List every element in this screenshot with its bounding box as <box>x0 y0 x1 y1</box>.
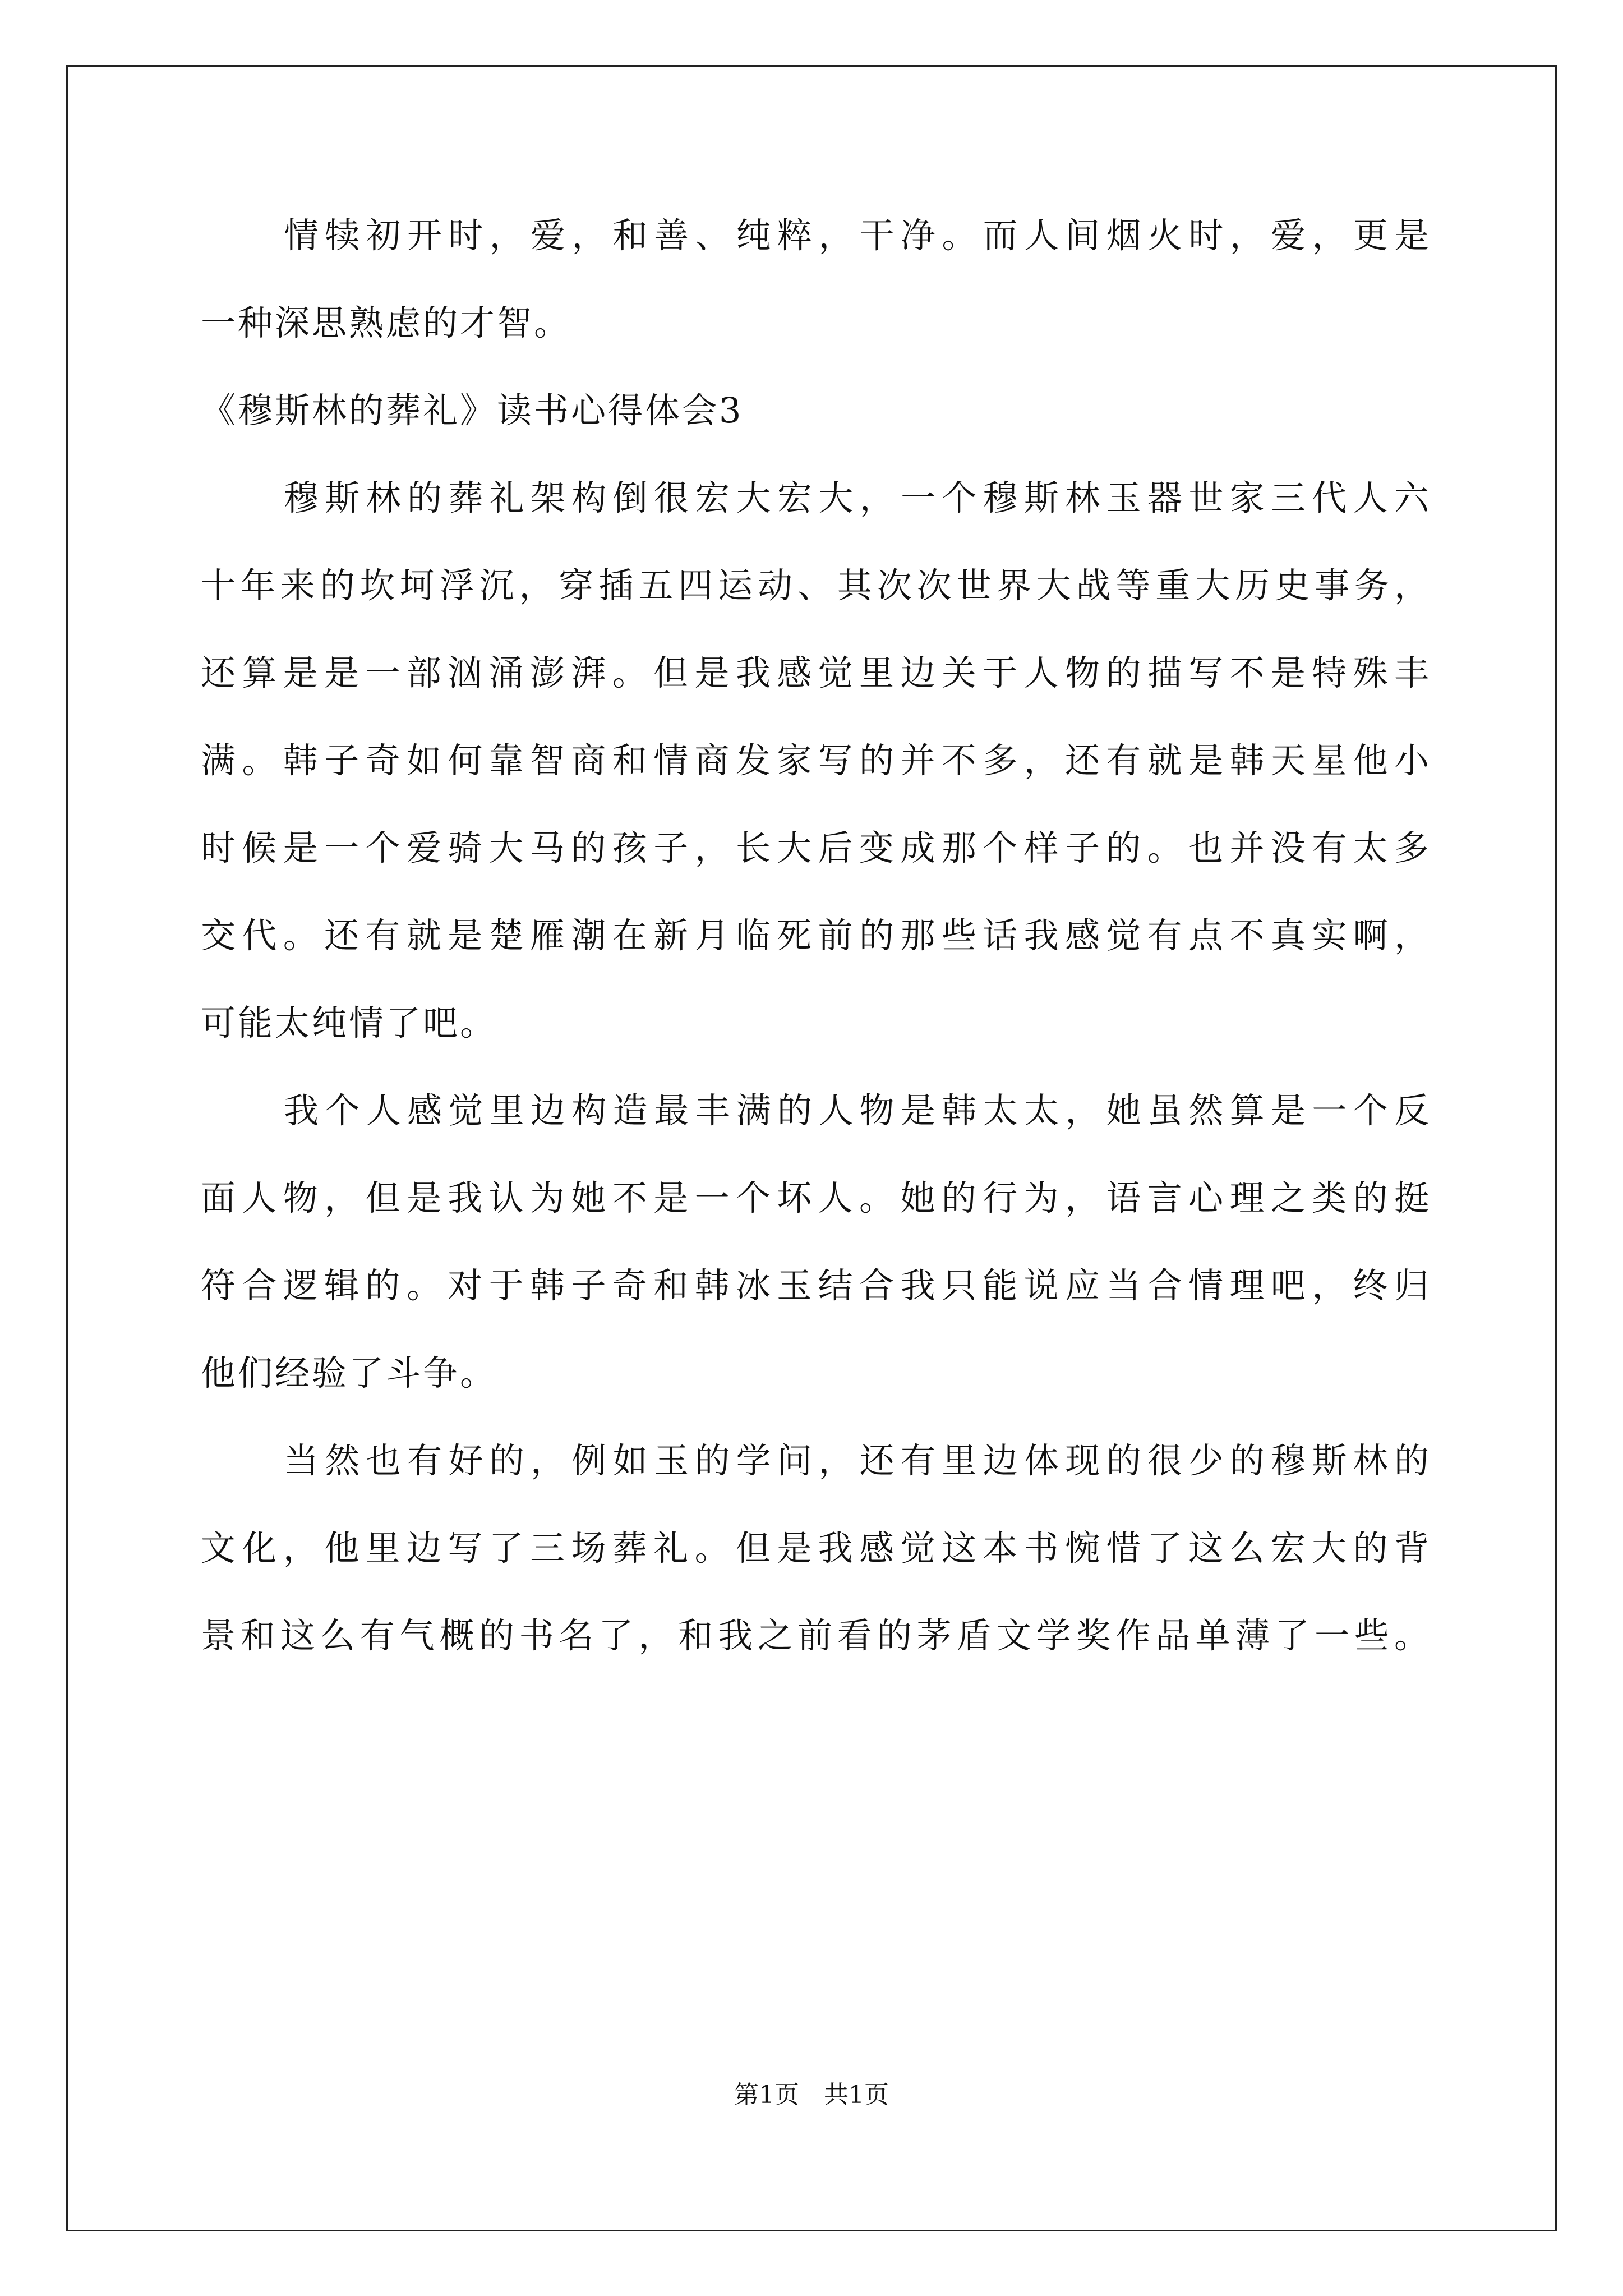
paragraph-line: 文化，他里边写了三场葬礼。但是我感觉这本书惋惜了这么宏大的背 <box>201 1527 1429 1568</box>
paragraph-line: 他们经验了斗争。 <box>201 1352 497 1393</box>
paragraph-line: 当然也有好的，例如玉的学问，还有里边体现的很少的穆斯林的 <box>284 1440 1429 1481</box>
paragraph-line: 穆斯林的葬礼架构倒很宏大宏大，一个穆斯林玉器世家三代人六 <box>284 477 1429 518</box>
paragraph-line: 符合逻辑的。对于韩子奇和韩冰玉结合我只能说应当合情理吧，终归 <box>201 1265 1429 1306</box>
paragraph-line: 我个人感觉里边构造最丰满的人物是韩太太，她虽然算是一个反 <box>284 1090 1429 1131</box>
paragraph-line: 一种深思熟虑的才智。 <box>201 302 571 343</box>
paragraph-line: 景和这么有气概的书名了，和我之前看的茅盾文学奖作品单薄了一些。 <box>201 1615 1429 1656</box>
paragraph-line: 面人物，但是我认为她不是一个坏人。她的行为，语言心理之类的挺 <box>201 1177 1429 1218</box>
paragraph-line: 情犊初开时，爱，和善、纯粹，干净。而人间烟火时，爱，更是 <box>284 215 1429 256</box>
section-heading: 《穆斯林的葬礼》读书心得体会3 <box>201 390 744 431</box>
paragraph-line: 还算是是一部汹涌澎湃。但是我感觉里边关于人物的描写不是特殊丰 <box>201 652 1429 693</box>
paragraph-line: 满。韩子奇如何靠智商和情商发家写的并不多，还有就是韩天星他小 <box>201 740 1429 781</box>
paragraph-line: 时候是一个爱骑大马的孩子，长大后变成那个样子的。也并没有太多 <box>201 827 1429 868</box>
paragraph-line: 交代。还有就是楚雁潮在新月临死前的那些话我感觉有点不真实啊， <box>201 915 1429 956</box>
paragraph-line: 十年来的坎坷浮沉，穿插五四运动、其次次世界大战等重大历史事务， <box>201 565 1429 606</box>
paragraph-line: 可能太纯情了吧。 <box>201 1002 497 1043</box>
page-number-footer: 第1页 共1页 <box>734 2081 889 2109</box>
